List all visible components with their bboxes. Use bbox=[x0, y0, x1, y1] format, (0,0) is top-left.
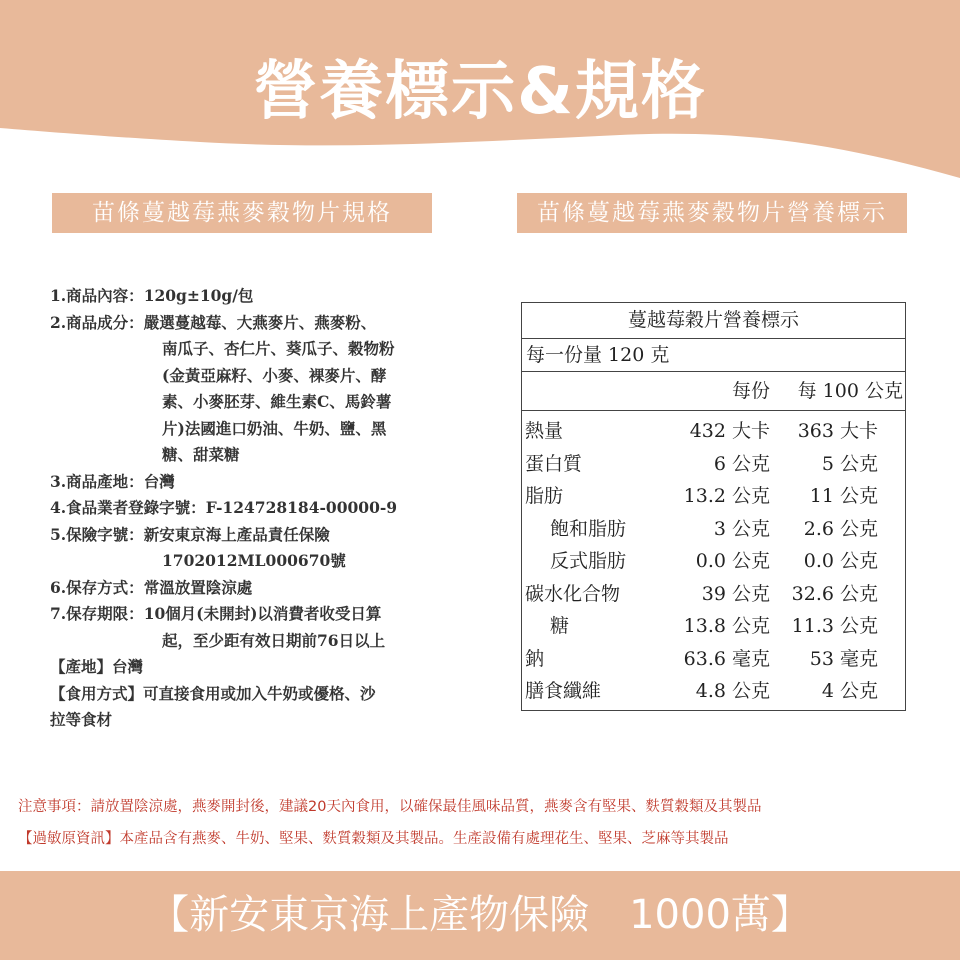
nutrition-row: 反式脂肪 0.0 公克 0.0 公克 bbox=[550, 550, 878, 572]
serving-size: 每一份量 120 克 bbox=[522, 339, 905, 372]
spec-origin: 【產地】 台灣 bbox=[50, 657, 144, 676]
spec-item-ingredients-line: (金黃亞麻籽、小麥、裸麥片、酵 bbox=[162, 365, 387, 385]
nutrition-section-tag: 苗條蔓越莓燕麥穀物片營養標示 bbox=[517, 193, 907, 233]
nutrition-header-row bbox=[522, 372, 905, 411]
spec-item-insurance: 5.保險字號： 新安東京海上產品責任保險 bbox=[50, 524, 330, 544]
spec-item-ingredients: 2.商品成分： 嚴選蔓越莓、大燕麥片、燕麥粉、 bbox=[50, 312, 377, 332]
nutrition-table-title: 蔓越莓穀片營養標示 bbox=[522, 303, 905, 339]
allergen-note: 【過敏原資訊】本產品含有燕麥、牛奶、堅果、麩質穀類及其製品。生產設備有處理花生、堅果、芝麻等其製品 bbox=[18, 831, 729, 847]
spec-usage: 【食用方式】 可直接食用或加入牛奶或優格、沙 bbox=[50, 683, 376, 703]
nutrition-row: 蛋白質 6 公克 5 公克 bbox=[525, 452, 878, 475]
spec-usage-line: 拉等食材 bbox=[50, 710, 113, 729]
spec-item-ingredients-line: 南瓜子、杏仁片、葵瓜子、穀物粉 bbox=[162, 339, 395, 358]
spec-item-ingredients-line: 糖、甜菜糖 bbox=[162, 445, 240, 464]
nutrition-row: 脂肪 13.2 公克 11 公克 bbox=[525, 485, 878, 507]
spec-item-origin: 3.商品產地： 台灣 bbox=[50, 471, 175, 491]
spec-item-ingredients-line: 素、小麥胚芽、維生素C、馬鈴薯 bbox=[162, 392, 392, 411]
spec-list bbox=[50, 283, 470, 734]
spec-section-tag: 苗條蔓越莓燕麥穀物片規格 bbox=[52, 193, 432, 233]
spec-item-insurance-line: 1702012ML000670號 bbox=[162, 551, 346, 570]
spec-item-storage: 6.保存方式： 常溫放置陰涼處 bbox=[50, 577, 253, 597]
insurance-banner-text: 【新安東京海上產物保險 1000萬】 bbox=[149, 892, 811, 938]
col-per-serving: 每份 bbox=[731, 380, 770, 402]
spec-item-registration: 4.食品業者登錄字號： F-124728184-00000-9 bbox=[50, 498, 398, 517]
nutrition-row: 膳食纖維 4.8 公克 4 公克 bbox=[525, 680, 878, 702]
nutrition-row: 熱量 432 大卡 363 大卡 bbox=[525, 420, 878, 442]
nutrition-row: 碳水化合物 39 公克 32.6 公克 bbox=[525, 582, 878, 605]
footer-banner bbox=[0, 871, 960, 960]
page-title: 營養標示&規格 bbox=[253, 55, 707, 129]
nutrition-row: 鈉 63.6 毫克 53 毫克 bbox=[525, 647, 878, 670]
spec-item-content: 1.商品內容： 120g±10g/包 bbox=[50, 286, 254, 305]
spec-item-ingredients-line: 片)法國進口奶油、牛奶、鹽、黑 bbox=[162, 418, 387, 438]
caution-note: 注意事項：請放置陰涼處，燕麥開封後，建議20天內食用，以確保最佳風味品質，燕麥含有堅果、麩質穀類及其製品 bbox=[18, 799, 762, 815]
col-per-100g: 每 100 公克 bbox=[797, 380, 903, 402]
nutrition-row: 飽和脂肪 3 公克 2.6 公克 bbox=[550, 517, 878, 540]
spec-item-shelf-life-line: 起，至少距有效日期前76日以上 bbox=[162, 630, 386, 650]
spec-item-shelf-life: 7.保存期限： 10個月(未開封)以消費者收受日算 bbox=[50, 604, 382, 623]
nutrition-row: 糖 13.8 公克 11.3 公克 bbox=[550, 615, 878, 637]
nutrition-table bbox=[521, 302, 906, 711]
